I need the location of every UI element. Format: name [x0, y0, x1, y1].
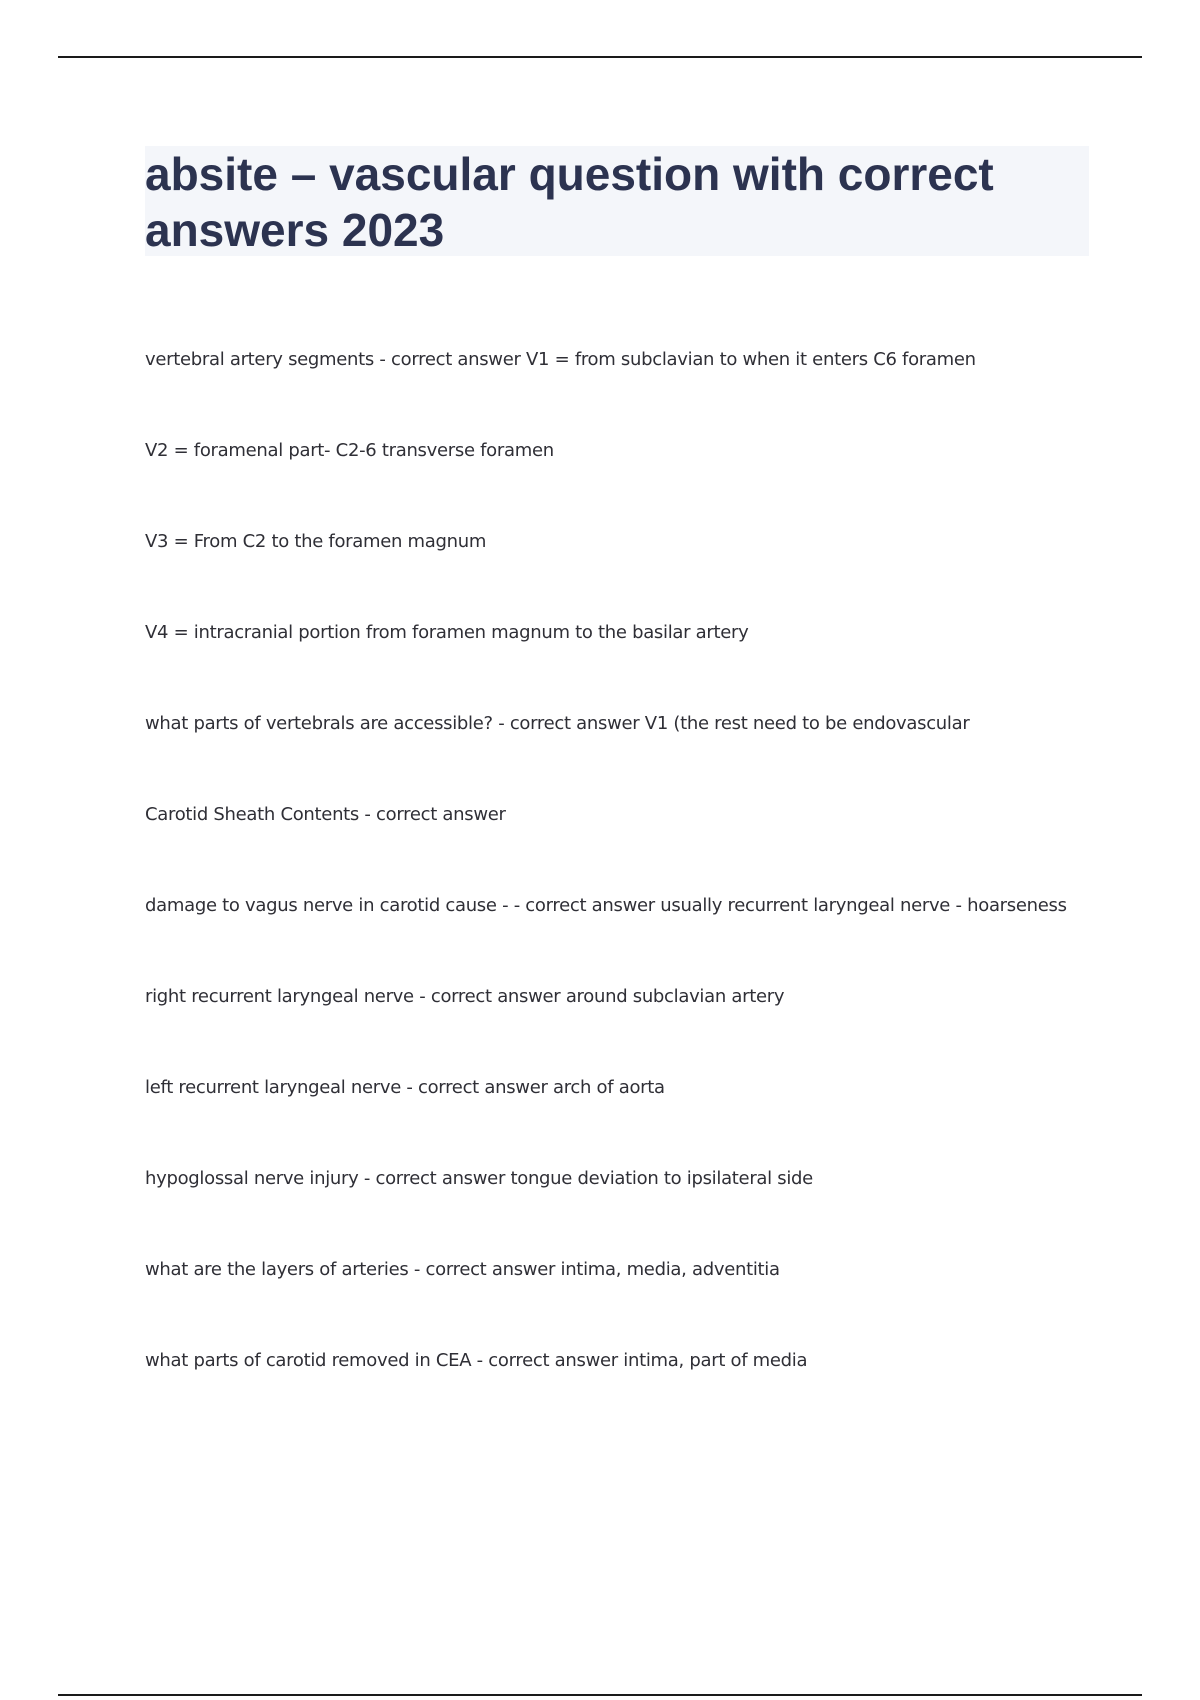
footer-rule	[58, 1694, 1142, 1696]
qa-entry: what parts of vertebrals are accessible? - correct answer V1 (the rest need to be endovascular	[145, 713, 970, 734]
qa-entry: hypoglossal nerve injury - correct answer tongue deviation to ipsilateral side	[145, 1168, 813, 1189]
header-rule	[58, 56, 1142, 58]
qa-entry: what parts of carotid removed in CEA - correct answer intima, part of media	[145, 1350, 808, 1371]
qa-entry: V2 = foramenal part- C2-6 transverse foramen	[145, 440, 554, 461]
qa-entry: damage to vagus nerve in carotid cause - - correct answer usually recurrent laryngeal nerve - hoarseness	[145, 895, 1067, 916]
qa-entry: V4 = intracranial portion from foramen magnum to the basilar artery	[145, 622, 749, 643]
qa-entry: left recurrent laryngeal nerve - correct answer arch of aorta	[145, 1077, 665, 1098]
qa-entry: Carotid Sheath Contents - correct answer	[145, 804, 506, 825]
document-title: absite – vascular question with correct answers 2023	[145, 148, 994, 256]
qa-entry: what are the layers of arteries - correct answer intima, media, adventitia	[145, 1259, 780, 1280]
qa-list	[145, 342, 1105, 1434]
qa-entry: vertebral artery segments - correct answer V1 = from subclavian to when it enters C6 foramen	[145, 349, 976, 370]
qa-entry: V3 = From C2 to the foramen magnum	[145, 531, 487, 552]
title-block	[145, 146, 1089, 256]
qa-entry: right recurrent laryngeal nerve - correct answer around subclavian artery	[145, 986, 785, 1007]
